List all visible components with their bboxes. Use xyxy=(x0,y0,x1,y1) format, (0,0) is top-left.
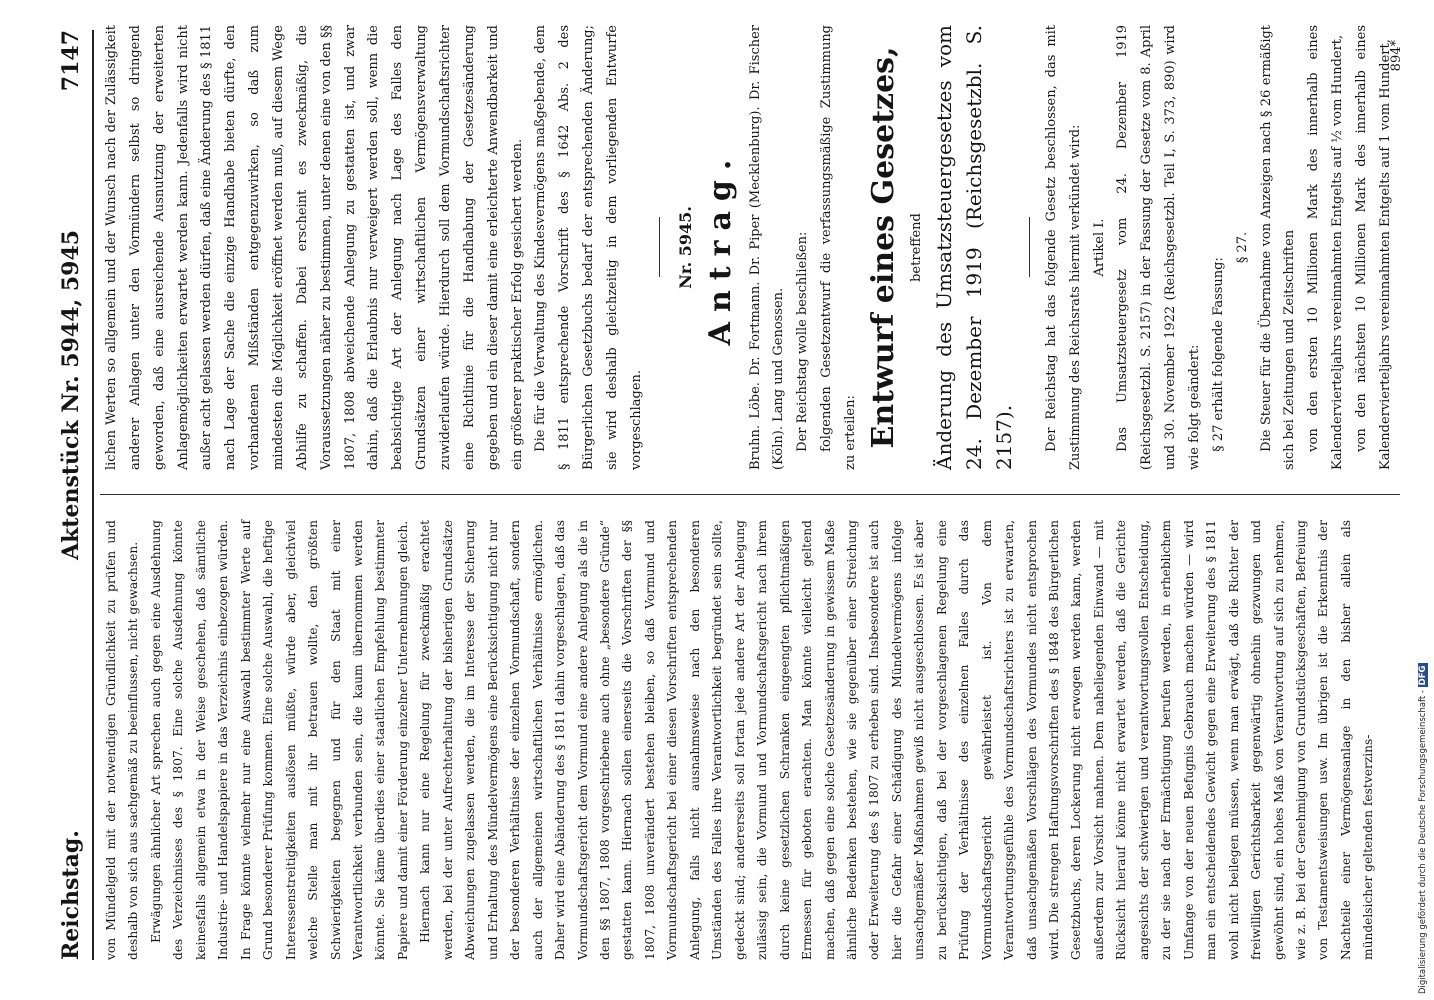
antrag-lead: Der Reichstag wolle beschließen: xyxy=(795,231,811,452)
paragraph-intro: § 27 erhält folgende Fassung: xyxy=(1210,257,1226,452)
digitization-text: Digitalisierung gefördert durch die Deutsche Forschungsgemeinschaft - xyxy=(1418,690,1428,994)
left-paragraph: Erwägungen ähnlicher Art sprechen auch gegen eine Ausdehnung des Verzeichnisses des § 1807. Eine solche Ausdehnung könnte keinesfalls allgemein etwa in der Weise geschehen, daß sämtliche Industrie- und Handelspapiere in das Verzeichnis einbezogen würden. In Frage könnte vielmehr nur eine Auswahl bestimmter Werte auf Grund besonderer Prüfung kommen. Eine solche Auswahl, die heftige Interessenstreitigkeiten auslösen müßte, würde aber, gleichviel welche Stelle man mit ihr betrauen wollte, den größten Schwierigkeiten begegnen und für den Staat mit einer Verantwortlichkeit verbunden sein, die kaum übernommen werden könnte. Sie käme überdies einer staatlichen Empfehlung bestimmter Papiere und damit einer Förderung einzelner Unternehmungen gleich. xyxy=(148,520,410,960)
column-divider xyxy=(100,494,1400,495)
sheet-signature: 894* xyxy=(1389,40,1404,72)
left-paragraph: von Mündelgeld mit der notwendigen Gründlichkeit zu prüfen und deshalb von sich aus sachgemäß zu beeinflussen, nicht gewachsen. xyxy=(104,520,141,960)
header-rule xyxy=(92,30,94,960)
page-header xyxy=(58,30,88,960)
right-paragraph: lichen Werten so allgemein und der Wunsch nach der Zulässigkeit anderer Anlagen unter den Vormündern selbst so dringend geworden, daß eine ausreichende Ausnutzung der erweiterten Anlagemöglichkeiten erwartet werden kann. Jedenfalls wird nicht außer acht gelassen werden dürfen, daß eine Änderung des § 1811 nach Lage der Sache die einzige Handhabe bieten dürfte, den vorhandenen Mißständen entgegenzuwirken, so daß zum mindesten die Möglichkeit eröffnet werden muß, auf diesem Wege Abhilfe zu schaffen. Dabei erscheint es zweckmäßig, die Voraussetzungen näher zu bestimmen, unter denen eine von den §§ 1807, 1808 abweichende Anlegung zu gestatten ist, und zwar dahin, daß die Erlaubnis nur verweigert werden soll, wenn die beabsichtigte Art der Anlegung nach Lage des Falles den Grundsätzen einer wirtschaftlichen Vermögensverwaltung zuwiderlaufen würde. Hierdurch soll dem Vormundschaftsrichter eine Richtlinie für die Handhabung der Gesetzesänderung gegeben und ein dieser damit eine erleichterte Anwendbarkeit und ein größerer praktischer Erfolg gesichert werden. xyxy=(104,25,525,470)
entwurf-subject: Änderung des Umsatzsteuergesetzes vom 24. Dezember 1919 (Reichsgesetzbl. S. 2157). xyxy=(931,25,1016,470)
antrag-title: Antrag. xyxy=(702,149,738,346)
dfg-logo: DFG xyxy=(1418,665,1428,686)
paragraph-item: von den ersten 10 Millionen Mark des innerhalb eines Kalendervierteljahrs vereinnahmten Entgelts auf ½ vom Hundert, xyxy=(1306,25,1346,470)
right-paragraph: Die für die Verwaltung des Kindesvermögens maßgebende, dem § 1811 entsprechende Vorschrift des § 1642 Abs. 2 des Bürgerlichen Gesetzbuchs bedarf der entsprechenden Änderung; sie wird deshalb gleichzeitig in dem vorliegenden Entwurfe vorgeschlagen. xyxy=(533,25,644,470)
antrag-body: folgenden Gesetzentwurf die verfassungsmäßige Zustimmung zu erteilen: xyxy=(819,25,859,470)
entwurf-intro: Der Reichstag hat das folgende Gesetz beschlossen, das mit Zustimmung des Reichsrats hiermit verkündet wird: xyxy=(1043,25,1083,470)
paragraph-item: von den nächsten 10 Millionen Mark des innerhalb eines Kalendervierteljahrs vereinnahmten Entgelts auf 1 vom Hundert, xyxy=(1353,25,1393,470)
paragraph-heading: § 27. xyxy=(1234,231,1250,264)
artikel-text: Das Umsatzsteuergesetz vom 24. Dezember 1919 (Reichsgesetzbl. S. 2157) in der Fassung der Gesetze vom 8. April und 30. November 1922 (Reichsgesetzbl. Teil I, S. 373, 890) wird wie folgt geändert: xyxy=(1115,25,1202,470)
left-paragraph: Hiernach kann nur eine Regelung für zweckmäßig erachtet werden, bei der unter Aufrechterhaltung der bisherigen Grundsätze Abweichungen zugelassen werden, die im Interesse der Sicherung und Erhaltung des Mündelvermögens eine Berücksichtigung nicht nur der besonderen Verhältnisse der einzelnen Vormundschaft, sondern auch der allgemeinen wirtschaftlichen Verhältnisse ermöglichen. Daher wird eine Abänderung des § 1811 dahin vorgeschlagen, daß das Vormundschaftsgericht dem Vormund eine andere Anlegung als die in den §§ 1807, 1808 vorgeschriebene auch ohne „besondere Gründe“ gestatten kann. Hiernach sollen einerseits die Vorschriften der §§ 1807, 1808 unverändert bestehen bleiben, so daß Vormund und Vormundschaftsgericht bei einer diesen Vorschriften entsprechenden Anlegung, falls nicht ausnahmsweise nach den besonderen Umständen des Falles ihre Verantwortlichkeit begründet sein sollte, gedeckt sind; andererseits soll fortan jede andere Art der Anlegung zulässig sein, die Vormund und Vormundschaftsgericht nach ihrem durch keine gesetzlichen Schranken eingeengten pflichtmäßigen Ermessen für geboten erachten. Man könnte vielleicht geltend machen, daß gegen eine solche Gesetzesänderung in gewissem Maße ähnliche Bedenken bestehen, wie sie gegenüber einer Streichung oder Erweiterung des § 1807 zu erheben sind. Insbesondere ist auch hier die Gefahr einer Schädigung des Mündelvermögens infolge unsachgemäßer Maßnahmen gewiß nicht ausgeschlossen. Es ist aber zu berücksichtigen, daß bei der vorgeschlagenen Regelung eine Prüfung der Verhältnisse des einzelnen Falles durch das Vormundschaftsgericht gewährleistet ist. Von dem Verantwortungsgefühle des Vormundschaftsrichters ist zu erwarten, daß unsachgemäßen Vorschlägen des Vormundes nicht entsprochen wird. Die strengen Haftungsvorschriften des § 1848 des Bürgerlichen Gesetzbuchs, deren Lockerung nicht erwogen werden kann, werden außerdem zur Vorsicht mahnen. Dem naheliegenden Einwand — mit Rücksicht hierauf könne nicht erwartet werden, daß die Gerichte angesichts der schwierigen und verantwortungsvollen Entscheidung, zu der sie nach der Ermächtigung berufen werden, in erheblichem Umfange von der neuen Befugnis Gebrauch machen würden — wird man ein entscheidendes Gewicht gegen eine Erweiterung des § 1811 wohl nicht beilegen müssen, wenn man erwägt, daß die Richter der freiwilligen Gerichtsbarkeit gegenwärtig ohnehin gezwungen und gewöhnt sind, ein hohes Maß von Verantwortung auf sich zu nehmen, wie z. B. bei der Genehmigung von Grundstücksgeschäften, Befreiung von Testamentsweisungen usw. Im übrigen ist die Erkenntnis der Nachteile einer Vermögensanlage in den bisher allein als mündelsicher geltenden festverzins- xyxy=(418,520,1376,960)
entwurf-betreffend: betreffend xyxy=(908,213,924,282)
entwurf-title: Entwurf eines Gesetzes, xyxy=(865,46,901,449)
right-column xyxy=(100,25,1398,470)
separator-rule xyxy=(659,218,660,278)
paragraph-body: Die Steuer für die Übernahme von Anzeigen nach § 26 ermäßigt sich bei Zeitungen und Zeitschriften xyxy=(1258,25,1298,470)
header-left: Reichstag. xyxy=(58,830,84,960)
artikel-heading: Artikel I. xyxy=(1091,218,1107,277)
antrag-signatories: Bruhn. Löbe. Dr. Fortmann. Dr. Piper (Mecklenburg). Dr. Fischer (Köln). Lang und Genossen. xyxy=(747,25,787,470)
digitization-note xyxy=(1418,663,1428,994)
separator-rule xyxy=(1029,218,1030,278)
left-column xyxy=(100,520,1380,960)
header-middle: Aktenstück Nr. 5944, 5945 xyxy=(58,229,84,560)
antrag-number: Nr. 5945. xyxy=(675,206,695,289)
page-number: 7147 xyxy=(58,30,84,92)
